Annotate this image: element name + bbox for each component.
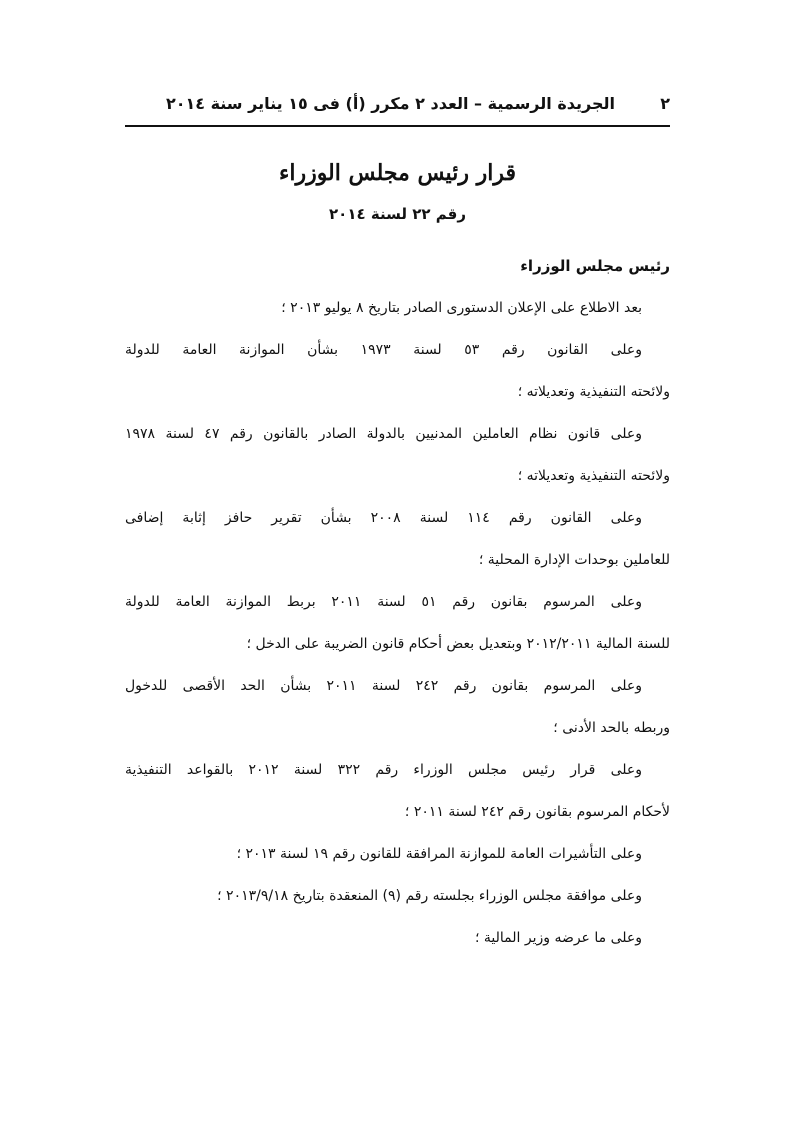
paragraph-4 xyxy=(125,497,670,581)
paragraph-9 xyxy=(125,875,670,917)
paragraph-line: وعلى القانون رقم ١١٤ لسنة ٢٠٠٨ بشأن تقرير حافز إثابة إضافى xyxy=(125,510,643,526)
paragraph-line: للعاملين بوحدات الإدارة المحلية ؛ xyxy=(478,552,670,568)
gazette-header-text: الجريدة الرسمية – العدد ٢ مكرر (أ) فى ١٥ يناير سنة ٢٠١٤ xyxy=(165,94,615,113)
decree-number: رقم ٢٢ لسنة ٢٠١٤ xyxy=(329,205,466,223)
paragraph-line: وعلى قانون نظام العاملين المدنيين بالدولة الصادر بالقانون رقم ٤٧ لسنة ١٩٧٨ xyxy=(125,426,643,442)
paragraph-8 xyxy=(125,833,670,875)
paragraph-3 xyxy=(125,413,670,497)
paragraph-line: وعلى القانون رقم ٥٣ لسنة ١٩٧٣ بشأن الموازنة العامة للدولة xyxy=(125,342,643,358)
paragraph-2 xyxy=(125,329,670,413)
paragraph-line: وعلى المرسوم بقانون رقم ٢٤٢ لسنة ٢٠١١ بشأن الحد الأقصى للدخول xyxy=(125,678,642,694)
paragraph-5 xyxy=(125,581,670,665)
paragraph-line: وعلى موافقة مجلس الوزراء بجلسته رقم (٩) المنعقدة بتاريخ ٢٠١٣/٩/١٨ ؛ xyxy=(217,888,642,904)
paragraph-1 xyxy=(125,287,670,329)
paragraph-7 xyxy=(125,749,670,833)
decree-title: قرار رئيس مجلس الوزراء xyxy=(278,160,516,186)
page-header xyxy=(125,90,670,120)
paragraph-line: لأحكام المرسوم بقانون رقم ٢٤٢ لسنة ٢٠١١ ؛ xyxy=(404,804,670,820)
preamble-title: رئيس مجلس الوزراء xyxy=(520,257,670,275)
page-number: ٢ xyxy=(660,94,670,113)
header-divider xyxy=(125,125,670,127)
paragraph-6 xyxy=(125,665,670,749)
paragraph-line: وعلى ما عرضه وزير المالية ؛ xyxy=(474,930,642,946)
paragraph-line: بعد الاطلاع على الإعلان الدستورى الصادر بتاريخ ٨ يوليو ٢٠١٣ ؛ xyxy=(281,300,642,316)
paragraph-line: ولائحته التنفيذية وتعديلاته ؛ xyxy=(517,384,670,400)
paragraph-line: وربطه بالحد الأدنى ؛ xyxy=(553,720,670,736)
paragraph-line: وعلى قرار رئيس مجلس الوزراء رقم ٣٢٢ لسنة ٢٠١٢ بالقواعد التنفيذية xyxy=(125,762,642,778)
decree-body xyxy=(125,245,670,959)
paragraph-line: وعلى المرسوم بقانون رقم ٥١ لسنة ٢٠١١ بربط الموازنة العامة للدولة xyxy=(125,594,642,610)
paragraph-line: ولائحته التنفيذية وتعديلاته ؛ xyxy=(517,468,670,484)
paragraph-line: للسنة المالية ٢٠١٢/٢٠١١ وبتعديل بعض أحكام قانون الضريبة على الدخل ؛ xyxy=(246,636,670,652)
paragraph-line: وعلى التأشيرات العامة للموازنة المرافقة للقانون رقم ١٩ لسنة ٢٠١٣ ؛ xyxy=(236,846,642,862)
paragraph-10 xyxy=(125,917,670,959)
